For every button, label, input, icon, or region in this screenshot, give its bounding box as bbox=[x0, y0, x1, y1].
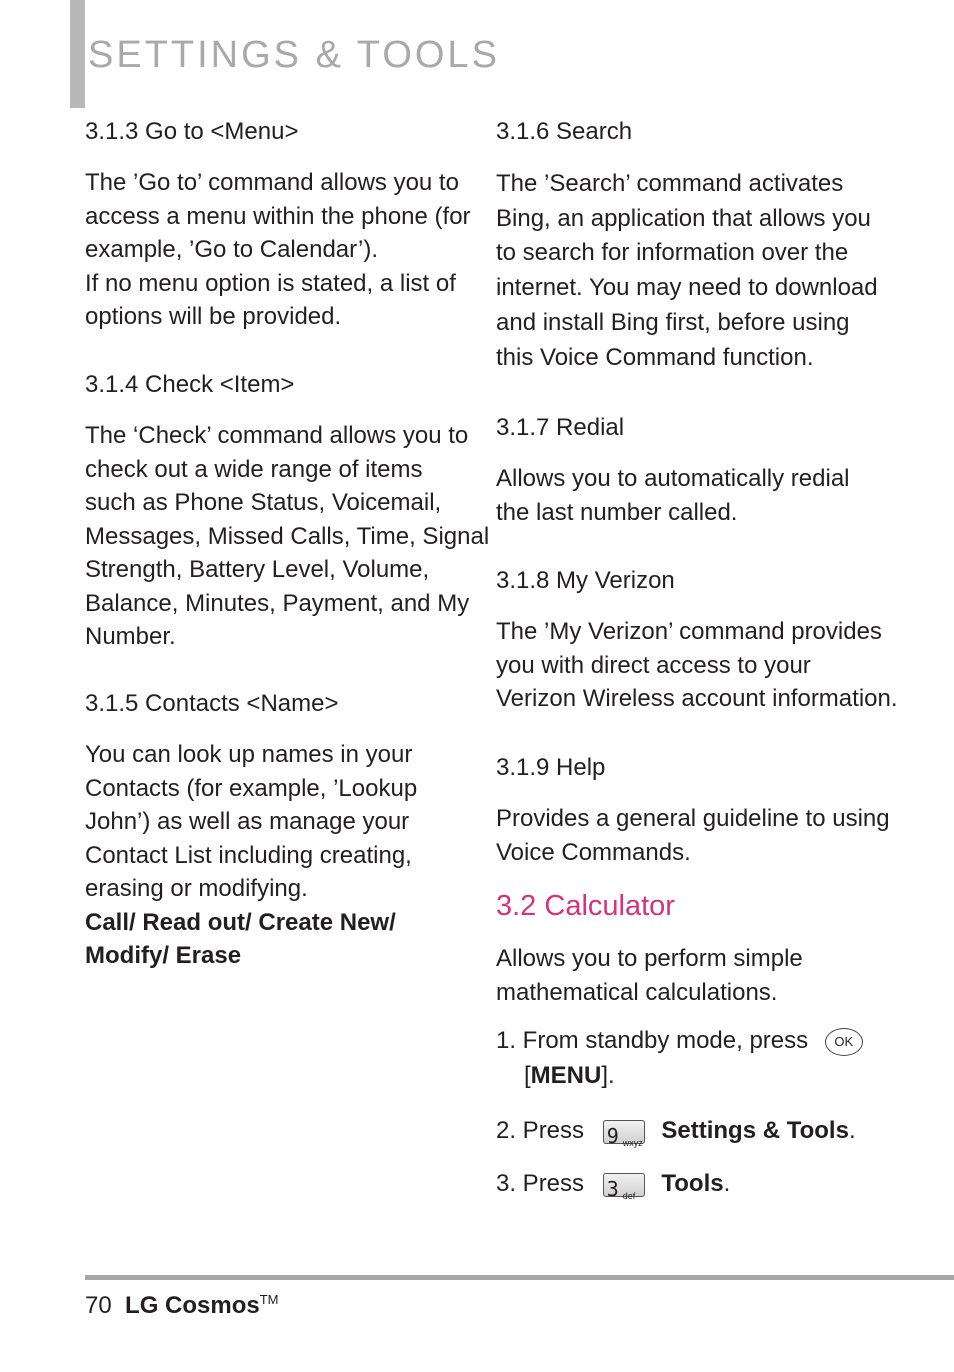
text-line: Bing, an application that allows you bbox=[496, 204, 871, 232]
section-heading-3-1-8: 3.1.8 My Verizon bbox=[496, 567, 675, 594]
text-line: John’) as well as manage your bbox=[85, 808, 410, 835]
key-letters: wxyz bbox=[622, 1137, 643, 1148]
section-heading-calculator: 3.2 Calculator bbox=[496, 890, 675, 922]
section-heading-3-1-7: 3.1.7 Redial bbox=[496, 414, 625, 441]
step-text: 3. Press bbox=[496, 1170, 585, 1197]
section-heading-3-1-4: 3.1.4 Check <Item> bbox=[85, 371, 295, 398]
section-body-3-1-6 bbox=[496, 167, 878, 375]
key-9-icon bbox=[603, 1120, 645, 1148]
text-line: The ’Search’ command activates bbox=[496, 170, 844, 197]
text-line: this Voice Command function. bbox=[496, 343, 814, 371]
step-3: 3. Press 3 def Tools. bbox=[496, 1166, 730, 1201]
menu-label: MENU bbox=[530, 1062, 602, 1089]
section-heading-3-1-6: 3.1.6 Search bbox=[496, 118, 633, 145]
text-line: options will be provided. bbox=[85, 303, 342, 330]
ok-key-icon: OK bbox=[825, 1028, 863, 1056]
key-number: 3 bbox=[606, 1176, 619, 1201]
text-line: Strength, Battery Level, Volume, bbox=[85, 556, 430, 583]
command-list-line: Modify/ Erase bbox=[85, 942, 242, 969]
text-line: erasing or modifying. bbox=[85, 875, 308, 902]
step-2: 2. Press 9 wxyz Settings & Tools. bbox=[496, 1113, 856, 1148]
step-target: Tools bbox=[661, 1170, 724, 1197]
section-body-3-1-9 bbox=[496, 802, 890, 869]
text-line: The ‘Check’ command allows you to bbox=[85, 422, 469, 449]
text-line: example, ’Go to Calendar’). bbox=[85, 236, 379, 263]
text-line: internet. You may need to download bbox=[496, 274, 878, 302]
step-1-continuation: [MENU]. bbox=[524, 1062, 615, 1089]
step-target: Settings & Tools bbox=[661, 1117, 849, 1144]
key-3-icon bbox=[603, 1173, 645, 1201]
section-body-3-1-5 bbox=[85, 738, 417, 973]
text-line: Allows you to perform simple bbox=[496, 945, 803, 972]
text-line: You can look up names in your bbox=[85, 741, 413, 768]
header-side-bar bbox=[70, 0, 85, 108]
text-line: Allows you to automatically redial bbox=[496, 465, 850, 492]
text-line: access a menu within the phone (for bbox=[85, 202, 471, 230]
text-line: Messages, Missed Calls, Time, Signal bbox=[85, 522, 490, 550]
section-body-3-1-3 bbox=[85, 166, 471, 334]
text-line: and install Bing first, before using bbox=[496, 308, 850, 336]
text-line: Balance, Minutes, Payment, and My bbox=[85, 589, 470, 617]
text-line: Contact List including creating, bbox=[85, 841, 412, 869]
section-heading-3-1-9: 3.1.9 Help bbox=[496, 754, 606, 781]
product-name: LG Cosmos bbox=[125, 1292, 260, 1319]
section-body-3-1-8 bbox=[496, 615, 898, 716]
text-line: Verizon Wireless account information. bbox=[496, 685, 898, 712]
section-heading-3-1-5: 3.1.5 Contacts <Name> bbox=[85, 690, 339, 717]
text-line: Provides a general guideline to using bbox=[496, 805, 890, 832]
text-line: Number. bbox=[85, 623, 176, 650]
page-title: SETTINGS & TOOLS bbox=[88, 34, 500, 76]
step-text: 1. From standby mode, press bbox=[496, 1027, 809, 1054]
text-line: Voice Commands. bbox=[496, 838, 691, 866]
step-1 bbox=[496, 1023, 863, 1093]
footer-rule bbox=[85, 1275, 954, 1280]
text-line: Contacts (for example, ’Lookup bbox=[85, 774, 418, 802]
text-line: The ’Go to’ command allows you to bbox=[85, 169, 459, 196]
section-heading-3-1-3: 3.1.3 Go to <Menu> bbox=[85, 118, 299, 145]
page-number: 70 bbox=[85, 1292, 112, 1319]
text-line: mathematical calculations. bbox=[496, 978, 778, 1006]
command-list-line: Call/ Read out/ Create New/ bbox=[85, 908, 396, 936]
section-body-calculator bbox=[496, 942, 803, 1009]
text-line: check out a wide range of items bbox=[85, 455, 423, 483]
text-line: you with direct access to your bbox=[496, 651, 811, 679]
text-line: such as Phone Status, Voicemail, bbox=[85, 489, 442, 516]
text-line: The ’My Verizon’ command provides bbox=[496, 618, 882, 645]
section-body-3-1-4 bbox=[85, 419, 489, 654]
text-line: If no menu option is stated, a list of bbox=[85, 269, 456, 297]
key-letters: def bbox=[622, 1190, 636, 1201]
key-number: 9 bbox=[606, 1123, 619, 1148]
step-text: 2. Press bbox=[496, 1117, 585, 1144]
text-line: the last number called. bbox=[496, 498, 738, 526]
section-body-3-1-7 bbox=[496, 462, 850, 529]
footer bbox=[85, 1292, 279, 1320]
text-line: to search for information over the bbox=[496, 239, 849, 267]
trademark: TM bbox=[259, 1292, 279, 1307]
